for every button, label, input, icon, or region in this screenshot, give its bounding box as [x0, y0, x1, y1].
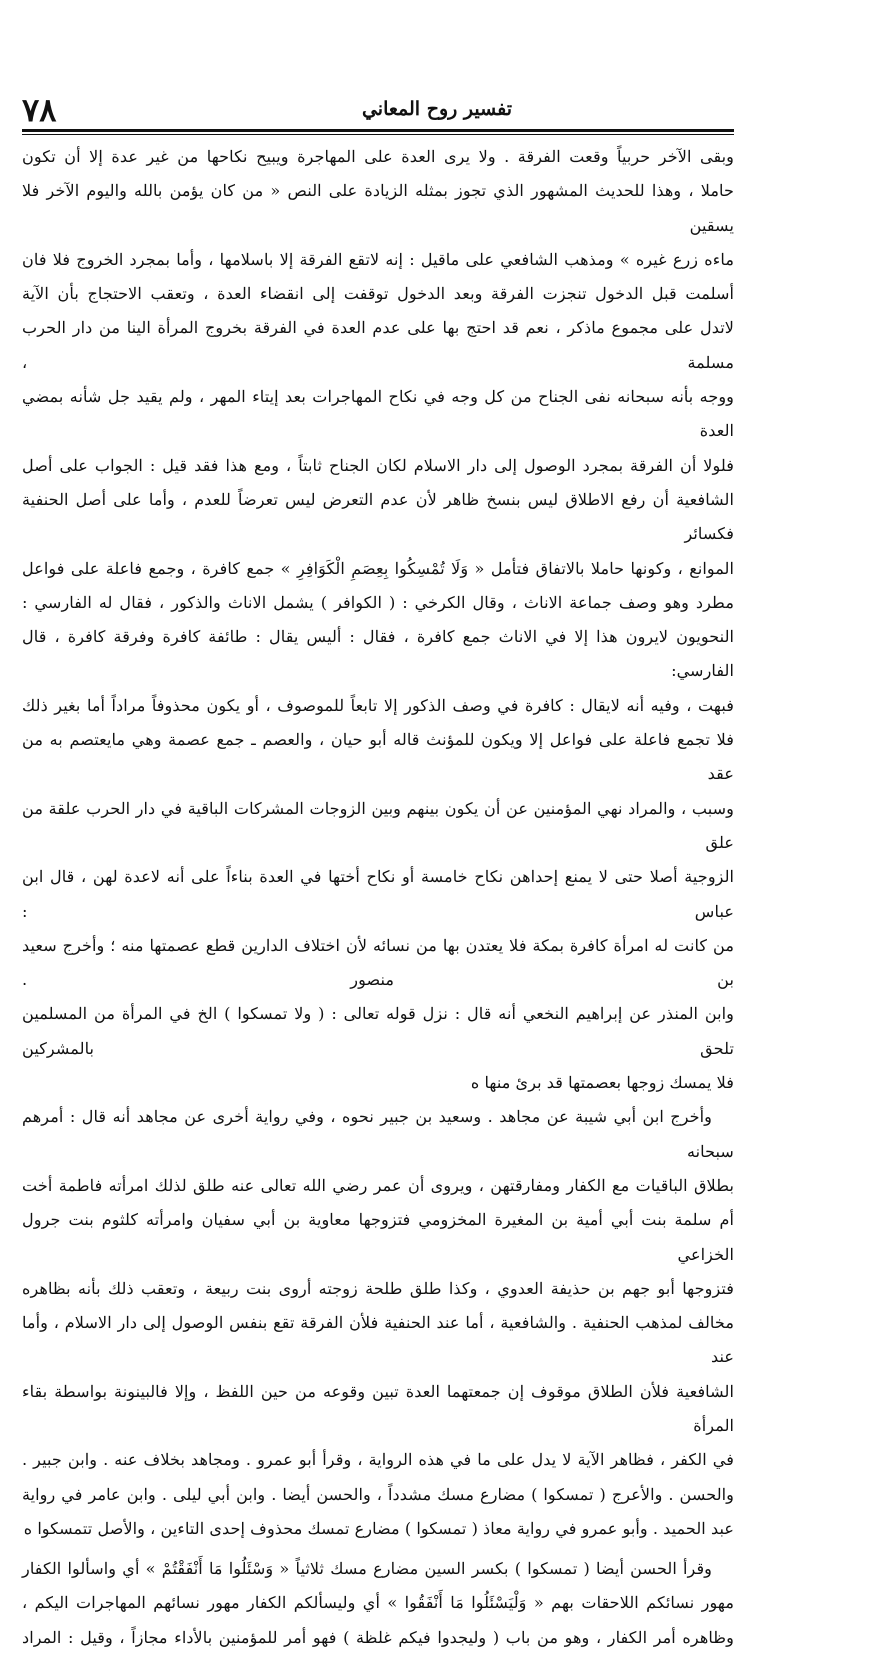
text-line: فلا يمسك زوجها بعصمتها قد برئ منها ه [470, 1073, 734, 1093]
text-line: بطلاق الباقيات مع الكفار ومفارقتهن ، ويروى أن عمر رضي الله تعالى عنه طلق لذلك امرأته فاطمة أخت [22, 1175, 734, 1195]
text-line: أم سلمة بنت أبي أمية بن المغيرة المخزومي فتزوجها معاوية بن أبي سفيان وامرأته كلثوم بنت جرول الخزاعي [22, 1210, 734, 1264]
text-line: في الكفر ، فظاهر الآية لا يدل على ما في هذه الرواية ، وقرأ أبو عمرو . ومجاهد بخلاف عنه . وابن جبير . [22, 1450, 734, 1470]
text-line: النحويون لايرون هذا إلا في الاناث جمع كافرة ، فقال : أليس يقال : طائفة كافرة وفرقة كافرة ، قال الفارسي: [22, 627, 734, 681]
text-line: الشافعية أن رفع الاطلاق ليس بنسخ ظاهر لأن عدم التعرض ليس تعرضاً للعدم ، وأما على أصل الحنفية فكسائر [22, 489, 734, 544]
body-text [22, 140, 734, 1655]
text-line: عبد الحميد . وأبو عمرو في رواية معاذ ( تمسكوا ) مضارع تمسك محذوف إحدى التاءين ، والأصل تتمسكوا ه [23, 1518, 734, 1538]
running-title: تفسير روح المعاني [361, 98, 512, 120]
text-line: وظاهره أمر الكفار ، وهو من باب ( وليجدوا فيكم غلظة ) فهو أمر للمؤمنين بالأداء مجازاً ، وقيل : المراد [22, 1627, 734, 1647]
text-line: الموانع ، وكونها حاملا بالاتفاق فتأمل « وَلَا تُمْسِكُوا بِعِصَمِ الْكَوَافِرِ » جمع كافرة ، وجمع فاعلة على فواعل [22, 558, 734, 578]
text-line: فلولا أن الفرقة بمجرد الوصول إلى دار الاسلام لكان الجناح ثابتاً ، ومع هذا فقد قيل : الجواب على أصل [22, 455, 734, 475]
text-line: فبهت ، وفيه أنه لايقال : كافرة في وصف الذكور إلا تابعاً للموصوف ، أو يكون محذوفاً مراداً أما بغير ذلك [22, 695, 734, 715]
header-rule [22, 129, 734, 135]
text-line: ووجه بأنه سبحانه نفى الجناح من كل وجه في نكاح المهاجرات بعد إيتاء المهر ، ولم يقيد جل شأنه بمضي العدة [22, 387, 734, 441]
text-line: وسبب ، والمراد نهي المؤمنين عن أن يكون بينهم وبين الزوجات المشركات الباقية في دار الحرب علقة من علق [22, 798, 734, 852]
text-line: فلا تجمع فاعلة على فواعل إلا ويكون للمؤنث قاله أبو حيان ، والعصم ـ جمع عصمة وهي مايعتصم به من عقد [22, 730, 734, 784]
text-line: والحسن . والأعرج ( تمسكوا ) مضارع مسك مشدداً ، والحسن أيضا . وابن أبي ليلى . وابن عامر في رواية [22, 1484, 734, 1504]
page-number: ٧٨ [22, 91, 57, 129]
text-line: ماءه زرع غيره » ومذهب الشافعي على ماقيل : إنه لاتقع الفرقة إلا باسلامها ، وأما بمجرد الخروج فلا فان [22, 249, 734, 269]
text-line: وقرأ الحسن أيضا ( تمسكوا ) بكسر السين مضارع مسك ثلاثياً « وَسْئَلُوا مَا أَنْفَقْتُمْ » أي واسألوا الكفار [22, 1559, 712, 1579]
text-line: الزوجية أصلا حتى لا يمنع إحداهن نكاح خامسة أو نكاح أختها في العدة بناءاً على أنه لاعدة لهن ، قال ابن عباس : [22, 867, 734, 921]
text-line: وبقى الآخر حربياً وقعت الفرقة . ولا يرى العدة على المهاجرة ويبيح نكاحها من غير عدة إلا أن تكون [22, 147, 734, 166]
text-line: لاتدل على مجموع ماذكر ، نعم قد احتج بها على عدم العدة في الفرقة بخروج المرأة الينا من دار الحرب مسلمة ، [22, 318, 734, 372]
text-line: مطرد وهو وصف جماعة الاناث ، وقال الكرخي : ( الكوافر ) يشمل الاناث والذكور ، فقال له الفارسي : [22, 592, 734, 612]
text-line: أسلمت قبل الدخول تنجزت الفرقة وبعد الدخول توقفت إلى انقضاء العدة ، وتعقب الاحتجاج بأن الآية [22, 284, 734, 304]
text-line: وأخرج ابن أبي شيبة عن مجاهد . وسعيد بن جبير نحوه ، وفي رواية أخرى عن مجاهد أنه قال : أمرهم سبحانه [22, 1107, 734, 1161]
text-line: مهور نسائكم اللاحقات بهم « وَلْيَسْئَلُوا مَا أَنْفَقُوا » أي وليسألكم الكفار مهور نسائهم المهاجرات اليكم ، [22, 1593, 734, 1613]
text-line: وابن المنذر عن إبراهيم النخعي أنه قال : نزل قوله تعالى : ( ولا تمسكوا ) الخ في المرأة من المسلمين تلحق بالمشركين [22, 1004, 734, 1058]
text-line: الشافعية فلأن الطلاق موقوف إن جمعتهما العدة تبين وقوعه من حين اللفظ ، وإلا فالبينونة بواسطة بقاء المرأة [22, 1381, 734, 1435]
text-line: فتزوجها أبو جهم بن حذيفة العدوي ، وكذا طلق طلحة زوجته أروى بنت ربيعة ، وتعقب ذلك بأنه بظاهره [22, 1278, 734, 1298]
page-header [22, 92, 740, 128]
text-line: مخالف لمذهب الحنفية . والشافعية ، أما عند الحنفية فلأن الفرقة تقع بنفس الوصول إلى دار الاسلام ، وأما عند [22, 1313, 734, 1367]
text-line: حاملا ، وهذا للحديث المشهور الذي تجوز بمثله الزيادة على النص « من كان يؤمن بالله واليوم الآخر فلا يسقين [22, 181, 734, 235]
text-line: من كانت له امرأة كافرة بمكة فلا يعتدن بها من نسائه لأن اختلاف الدارين قطع عصمتها منه ؛ وأخرج سعيد بن منصور . [22, 935, 734, 990]
